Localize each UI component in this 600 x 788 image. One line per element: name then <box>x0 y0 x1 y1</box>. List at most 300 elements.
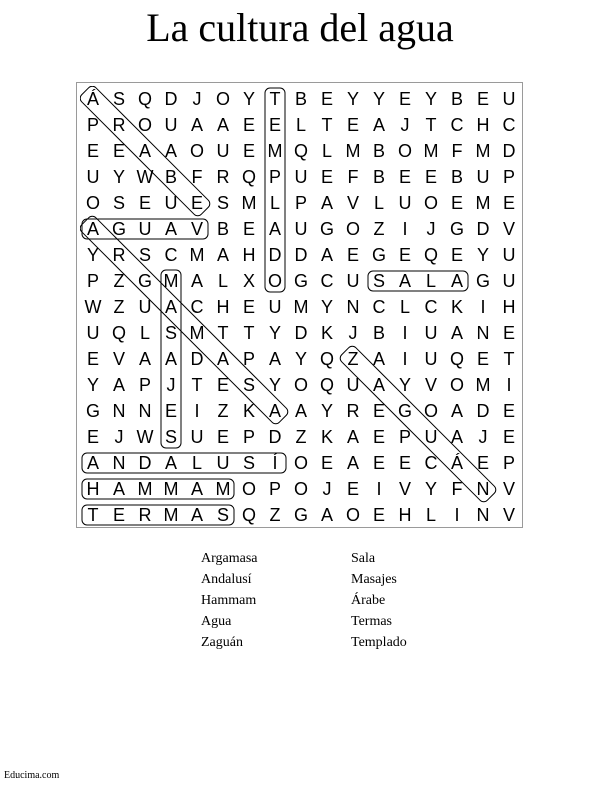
word-list-item: Andalusí <box>201 572 252 587</box>
grid-letter[interactable]: P <box>138 375 151 395</box>
grid-letter[interactable]: F <box>451 141 463 161</box>
grid-letter[interactable]: O <box>345 505 360 525</box>
grid-letter[interactable]: J <box>322 479 332 499</box>
grid-letter[interactable]: P <box>294 193 307 213</box>
grid-letter[interactable]: U <box>164 115 178 135</box>
grid-letter[interactable]: A <box>164 219 177 239</box>
grid-letter[interactable]: E <box>242 141 255 161</box>
grid-letter[interactable]: D <box>164 89 178 109</box>
grid-letter[interactable]: F <box>347 167 359 187</box>
grid-letter[interactable]: A <box>112 375 125 395</box>
grid-letter[interactable]: E <box>268 115 281 135</box>
grid-letter[interactable]: U <box>476 167 490 187</box>
grid-letter[interactable]: A <box>164 141 177 161</box>
grid-letter[interactable]: O <box>293 375 308 395</box>
grid-letter[interactable]: M <box>267 141 283 161</box>
grid-letter[interactable]: N <box>138 401 152 421</box>
grid-letter[interactable]: G <box>371 245 386 265</box>
grid-letter[interactable]: M <box>189 245 205 265</box>
grid-letter[interactable]: V <box>346 193 359 213</box>
grid-letter[interactable]: G <box>319 219 334 239</box>
grid-letter[interactable]: N <box>476 505 490 525</box>
grid-letter[interactable]: C <box>164 245 178 265</box>
grid-letter[interactable]: A <box>86 453 99 473</box>
grid-letter[interactable]: O <box>293 479 308 499</box>
grid-letter[interactable]: E <box>216 375 229 395</box>
grid-letter[interactable]: M <box>189 323 205 343</box>
grid-letter[interactable]: T <box>425 115 437 135</box>
grid-letter[interactable]: P <box>242 427 255 447</box>
grid-letter[interactable]: Q <box>319 349 334 369</box>
grid-letter[interactable]: A <box>294 401 307 421</box>
grid-letter[interactable]: S <box>372 271 385 291</box>
grid-letter[interactable]: B <box>450 89 463 109</box>
grid-letter[interactable]: A <box>372 375 385 395</box>
grid-letter[interactable]: U <box>86 167 100 187</box>
grid-letter[interactable]: F <box>191 167 203 187</box>
grid-letter[interactable]: K <box>320 427 333 447</box>
grid-letter[interactable]: Q <box>137 89 152 109</box>
grid-letter[interactable]: A <box>320 245 333 265</box>
grid-letter[interactable]: L <box>191 453 202 473</box>
grid-letter[interactable]: Z <box>347 349 359 369</box>
grid-letter[interactable]: A <box>138 349 151 369</box>
grid-letter[interactable]: E <box>398 167 411 187</box>
grid-letter[interactable]: S <box>164 427 177 447</box>
grid-letter[interactable]: A <box>216 245 229 265</box>
grid-letter[interactable]: M <box>163 505 179 525</box>
grid-letter[interactable]: U <box>268 297 282 317</box>
grid-letter[interactable]: E <box>216 427 229 447</box>
grid-letter[interactable]: E <box>320 453 333 473</box>
grid-letter[interactable]: I <box>402 349 408 369</box>
grid-letter[interactable]: M <box>475 375 491 395</box>
grid-letter[interactable]: W <box>136 427 154 447</box>
grid-letter[interactable]: A <box>190 115 203 135</box>
grid-letter[interactable]: C <box>424 453 438 473</box>
grid-letter[interactable]: E <box>476 453 489 473</box>
grid-letter[interactable]: L <box>217 271 228 291</box>
grid-letter[interactable]: Q <box>241 505 256 525</box>
grid-letter[interactable]: T <box>321 115 333 135</box>
grid-letter[interactable]: G <box>449 219 464 239</box>
grid-letter[interactable]: A <box>138 141 151 161</box>
grid-letter[interactable]: L <box>425 271 436 291</box>
grid-letter[interactable]: Q <box>449 349 464 369</box>
grid-letter[interactable]: E <box>320 167 333 187</box>
grid-letter[interactable]: Y <box>86 375 99 395</box>
grid-letter[interactable]: E <box>346 479 359 499</box>
grid-letter[interactable]: J <box>400 115 410 135</box>
grid-letter[interactable]: C <box>424 297 438 317</box>
grid-letter[interactable]: U <box>216 453 230 473</box>
grid-letter[interactable]: Á <box>450 453 463 473</box>
grid-letter[interactable]: N <box>112 453 126 473</box>
grid-letter[interactable]: E <box>372 401 385 421</box>
grid-letter[interactable]: M <box>215 479 231 499</box>
grid-letter[interactable]: D <box>502 141 516 161</box>
grid-letter[interactable]: O <box>345 219 360 239</box>
grid-letter[interactable]: R <box>138 505 152 525</box>
grid-letter[interactable]: V <box>502 505 515 525</box>
grid-letter[interactable]: U <box>502 271 516 291</box>
grid-letter[interactable]: Z <box>295 427 307 447</box>
grid-letter[interactable]: N <box>346 297 360 317</box>
grid-letter[interactable]: Z <box>269 505 281 525</box>
grid-letter[interactable]: A <box>164 349 177 369</box>
grid-letter[interactable]: U <box>398 193 412 213</box>
grid-letter[interactable]: S <box>216 193 229 213</box>
grid-letter[interactable]: G <box>85 401 100 421</box>
grid-letter[interactable]: P <box>268 479 281 499</box>
grid-letter[interactable]: E <box>372 505 385 525</box>
grid-letter[interactable]: Y <box>268 375 281 395</box>
grid-letter[interactable]: Y <box>86 245 99 265</box>
grid-letter[interactable]: C <box>372 297 386 317</box>
grid-letter[interactable]: D <box>476 219 490 239</box>
grid-letter[interactable]: E <box>320 89 333 109</box>
grid-letter[interactable]: R <box>346 401 360 421</box>
word-list-item: Árabe <box>351 593 386 608</box>
grid-letter[interactable]: U <box>502 89 516 109</box>
grid-letter[interactable]: B <box>164 167 177 187</box>
grid-letter[interactable]: W <box>136 167 154 187</box>
grid-letter[interactable]: A <box>372 349 385 369</box>
grid-letter[interactable]: M <box>475 141 491 161</box>
grid-letter[interactable]: A <box>372 115 385 135</box>
grid-letter[interactable]: D <box>190 349 204 369</box>
letter-grid[interactable] <box>80 86 520 526</box>
grid-letter[interactable]: Y <box>372 89 385 109</box>
grid-letter[interactable]: U <box>294 167 308 187</box>
grid-letter[interactable]: U <box>502 245 516 265</box>
grid-letter[interactable]: H <box>86 479 100 499</box>
grid-letter[interactable]: O <box>267 271 282 291</box>
grid-letter[interactable]: I <box>194 401 200 421</box>
grid-letter[interactable]: E <box>502 323 515 343</box>
grid-letter[interactable]: U <box>138 219 152 239</box>
grid-letter[interactable]: E <box>112 141 125 161</box>
grid-letter[interactable]: T <box>243 323 255 343</box>
grid-letter[interactable]: L <box>425 505 436 525</box>
grid-letter[interactable]: E <box>346 115 359 135</box>
grid-letter[interactable]: E <box>164 401 177 421</box>
grid-letter[interactable]: U <box>86 323 100 343</box>
grid-letter[interactable]: T <box>217 323 229 343</box>
grid-letter[interactable]: L <box>269 193 280 213</box>
grid-letter[interactable]: M <box>475 193 491 213</box>
grid-letter[interactable]: R <box>216 167 230 187</box>
grid-letter[interactable]: I <box>454 505 460 525</box>
grid-letter[interactable]: D <box>294 245 308 265</box>
grid-letter[interactable]: M <box>293 297 309 317</box>
grid-letter[interactable]: U <box>294 219 308 239</box>
grid-letter[interactable]: A <box>450 271 463 291</box>
grid-letter[interactable]: B <box>372 323 385 343</box>
grid-letter[interactable]: S <box>112 193 125 213</box>
grid-letter[interactable]: N <box>476 479 490 499</box>
grid-letter[interactable]: A <box>450 401 463 421</box>
grid-letter[interactable]: A <box>320 193 333 213</box>
grid-letter[interactable]: H <box>502 297 516 317</box>
grid-letter[interactable]: F <box>451 479 463 499</box>
grid-letter[interactable]: Í <box>272 453 278 473</box>
grid-letter[interactable]: E <box>242 297 255 317</box>
grid-letter[interactable]: I <box>376 479 382 499</box>
grid-letter[interactable]: Y <box>112 167 125 187</box>
grid-letter[interactable]: Z <box>217 401 229 421</box>
grid-letter[interactable]: O <box>189 141 204 161</box>
grid-letter[interactable]: O <box>85 193 100 213</box>
grid-letter[interactable]: S <box>216 505 229 525</box>
grid-letter[interactable]: V <box>398 479 411 499</box>
grid-letter[interactable]: A <box>216 115 229 135</box>
page-title: La cultura del agua <box>146 5 454 50</box>
grid-letter[interactable]: T <box>87 505 99 525</box>
grid-letter[interactable]: E <box>502 193 515 213</box>
grid-letter[interactable]: Z <box>113 297 125 317</box>
grid-letter[interactable]: G <box>293 271 308 291</box>
grid-letter[interactable]: A <box>190 505 203 525</box>
grid-letter[interactable]: Y <box>320 401 333 421</box>
grid-letter[interactable]: K <box>450 297 463 317</box>
grid-letter[interactable]: E <box>450 245 463 265</box>
word-list-item: Argamasa <box>201 551 258 566</box>
grid-letter[interactable]: Q <box>423 245 438 265</box>
grid-letter[interactable]: G <box>293 505 308 525</box>
grid-letter[interactable]: T <box>503 349 515 369</box>
grid-letter[interactable]: J <box>166 375 176 395</box>
grid-letter[interactable]: B <box>216 219 229 239</box>
grid-letter[interactable]: Y <box>476 245 489 265</box>
grid-letter[interactable]: Y <box>424 479 437 499</box>
grid-letter[interactable]: A <box>268 219 281 239</box>
grid-letter[interactable]: Y <box>294 349 307 369</box>
grid-letter[interactable]: B <box>372 167 385 187</box>
grid-letter[interactable]: U <box>346 375 360 395</box>
grid-letter[interactable]: H <box>242 245 256 265</box>
grid-letter[interactable]: D <box>268 245 282 265</box>
grid-letter[interactable]: E <box>372 453 385 473</box>
grid-letter[interactable]: O <box>241 479 256 499</box>
grid-letter[interactable]: Á <box>86 89 99 109</box>
grid-letter[interactable]: P <box>268 167 281 187</box>
grid-letter[interactable]: E <box>190 193 203 213</box>
grid-letter[interactable]: C <box>502 115 516 135</box>
grid-letter[interactable]: U <box>138 297 152 317</box>
grid-letter[interactable]: T <box>191 375 203 395</box>
grid-letter[interactable]: J <box>478 427 488 447</box>
grid-letter[interactable]: A <box>86 219 99 239</box>
grid-letter[interactable]: J <box>114 427 124 447</box>
grid-letter[interactable]: U <box>424 323 438 343</box>
word-list-item: Templado <box>351 635 407 650</box>
grid-letter[interactable]: H <box>398 505 412 525</box>
grid-letter[interactable]: P <box>242 349 255 369</box>
grid-letter[interactable]: V <box>502 219 515 239</box>
grid-letter[interactable]: A <box>320 505 333 525</box>
grid-letter[interactable]: U <box>164 193 178 213</box>
grid-letter[interactable]: A <box>112 479 125 499</box>
grid-letter[interactable]: L <box>139 323 150 343</box>
grid-letter[interactable]: O <box>423 401 438 421</box>
grid-letter[interactable]: S <box>112 89 125 109</box>
grid-letter[interactable]: A <box>450 427 463 447</box>
grid-letter[interactable]: B <box>294 89 307 109</box>
grid-letter[interactable]: I <box>402 219 408 239</box>
grid-letter[interactable]: C <box>450 115 464 135</box>
grid-letter[interactable]: O <box>397 141 412 161</box>
grid-letter[interactable]: U <box>424 349 438 369</box>
grid-letter[interactable]: E <box>86 349 99 369</box>
grid-letter[interactable]: S <box>242 375 255 395</box>
grid-letter[interactable]: D <box>476 401 490 421</box>
grid-letter[interactable]: H <box>216 297 230 317</box>
footer-credit: Educima.com <box>4 770 60 781</box>
grid-letter[interactable]: C <box>320 271 334 291</box>
grid-letter[interactable]: E <box>476 349 489 369</box>
grid-letter[interactable]: Z <box>113 271 125 291</box>
grid-letter[interactable]: R <box>112 245 126 265</box>
grid-letter[interactable]: T <box>269 89 281 109</box>
grid-letter[interactable]: E <box>242 219 255 239</box>
grid-letter[interactable]: W <box>84 297 102 317</box>
grid-letter[interactable]: Y <box>242 89 255 109</box>
grid-letter[interactable]: E <box>398 453 411 473</box>
grid-letter[interactable]: Z <box>373 219 385 239</box>
grid-letter[interactable]: E <box>424 167 437 187</box>
grid-letter[interactable]: A <box>190 271 203 291</box>
grid-letter[interactable]: S <box>164 323 177 343</box>
grid-letter[interactable]: V <box>502 479 515 499</box>
grid-letter[interactable]: L <box>399 297 410 317</box>
grid-letter[interactable]: K <box>320 323 333 343</box>
grid-letter[interactable]: A <box>190 479 203 499</box>
grid-letter[interactable]: P <box>86 271 99 291</box>
grid-letter[interactable]: E <box>450 193 463 213</box>
grid-letter[interactable]: A <box>346 453 359 473</box>
grid-letter[interactable]: J <box>348 323 358 343</box>
word-list-item: Hammam <box>201 593 257 608</box>
grid-letter[interactable]: A <box>164 453 177 473</box>
grid-letter[interactable]: M <box>345 141 361 161</box>
grid-letter[interactable]: G <box>137 271 152 291</box>
grid-letter[interactable]: E <box>398 245 411 265</box>
grid-letter[interactable]: N <box>112 401 126 421</box>
grid-letter[interactable]: A <box>268 349 281 369</box>
grid-letter[interactable]: R <box>112 115 126 135</box>
grid-letter[interactable]: S <box>138 245 151 265</box>
grid-letter[interactable]: A <box>398 271 411 291</box>
grid-letter[interactable]: E <box>372 427 385 447</box>
grid-letter[interactable]: P <box>502 453 515 473</box>
grid-letter[interactable]: Y <box>424 89 437 109</box>
grid-letter[interactable]: U <box>346 271 360 291</box>
grid-letter[interactable]: L <box>373 193 384 213</box>
word-list-left <box>201 548 258 653</box>
grid-letter[interactable]: E <box>86 141 99 161</box>
grid-letter[interactable]: O <box>423 193 438 213</box>
grid-letter[interactable]: G <box>397 401 412 421</box>
grid-letter[interactable]: D <box>268 427 282 447</box>
grid-letter[interactable]: D <box>294 323 308 343</box>
grid-letter[interactable]: Q <box>111 323 126 343</box>
grid-letter[interactable]: K <box>242 401 255 421</box>
grid-letter[interactable]: P <box>398 427 411 447</box>
grid-letter[interactable]: A <box>450 323 463 343</box>
grid-letter[interactable]: Y <box>320 297 333 317</box>
grid-letter[interactable]: U <box>216 141 230 161</box>
grid-letter[interactable]: E <box>502 427 515 447</box>
grid-letter[interactable]: D <box>138 453 152 473</box>
grid-letter[interactable]: U <box>190 427 204 447</box>
grid-letter[interactable]: A <box>346 427 359 447</box>
grid-letter[interactable]: Y <box>346 89 359 109</box>
grid-letter[interactable]: V <box>424 375 437 395</box>
grid-letter[interactable]: S <box>242 453 255 473</box>
grid-letter[interactable]: A <box>164 297 177 317</box>
grid-letter[interactable]: E <box>502 401 515 421</box>
grid-letter[interactable]: B <box>450 167 463 187</box>
grid-letter[interactable]: Y <box>398 375 411 395</box>
grid-letter[interactable]: L <box>295 115 306 135</box>
grid-letter[interactable]: N <box>476 323 490 343</box>
grid-letter[interactable]: M <box>241 193 257 213</box>
grid-letter[interactable]: O <box>215 89 230 109</box>
grid-letter[interactable]: Q <box>293 141 308 161</box>
grid-letter[interactable]: A <box>216 349 229 369</box>
grid-letter[interactable]: U <box>424 427 438 447</box>
grid-letter[interactable]: G <box>475 271 490 291</box>
grid-letter[interactable]: I <box>402 323 408 343</box>
grid-letter[interactable]: P <box>86 115 99 135</box>
grid-letter[interactable]: G <box>111 219 126 239</box>
grid-letter[interactable]: J <box>426 219 436 239</box>
grid-letter[interactable]: M <box>423 141 439 161</box>
grid-letter[interactable]: Q <box>241 167 256 187</box>
grid-letter[interactable]: Q <box>319 375 334 395</box>
grid-letter[interactable]: L <box>321 141 332 161</box>
word-list-item: Agua <box>201 614 232 629</box>
grid-letter[interactable]: O <box>449 375 464 395</box>
grid-letter[interactable]: M <box>163 271 179 291</box>
grid-letter[interactable]: E <box>398 89 411 109</box>
grid-letter[interactable]: J <box>192 89 202 109</box>
grid-letter[interactable]: M <box>163 479 179 499</box>
grid-letter[interactable]: B <box>372 141 385 161</box>
grid-letter[interactable]: I <box>506 375 512 395</box>
grid-letter[interactable]: O <box>137 115 152 135</box>
grid-letter[interactable]: V <box>190 219 203 239</box>
grid-letter[interactable]: H <box>476 115 490 135</box>
grid-letter[interactable]: X <box>242 271 255 291</box>
grid-letter[interactable]: E <box>346 245 359 265</box>
grid-letter[interactable]: V <box>112 349 125 369</box>
grid-letter[interactable]: C <box>190 297 204 317</box>
grid-letter[interactable]: I <box>480 297 486 317</box>
grid-letter[interactable]: E <box>476 89 489 109</box>
grid-letter[interactable]: Y <box>268 323 281 343</box>
word-list-item: Termas <box>351 614 393 629</box>
grid-letter[interactable]: E <box>242 115 255 135</box>
grid-letter[interactable]: E <box>112 505 125 525</box>
grid-letter[interactable]: P <box>502 167 515 187</box>
grid-letter[interactable]: M <box>137 479 153 499</box>
grid-letter[interactable]: A <box>268 401 281 421</box>
grid-letter[interactable]: E <box>138 193 151 213</box>
grid-letter[interactable]: E <box>86 427 99 447</box>
grid-letter[interactable]: O <box>293 453 308 473</box>
